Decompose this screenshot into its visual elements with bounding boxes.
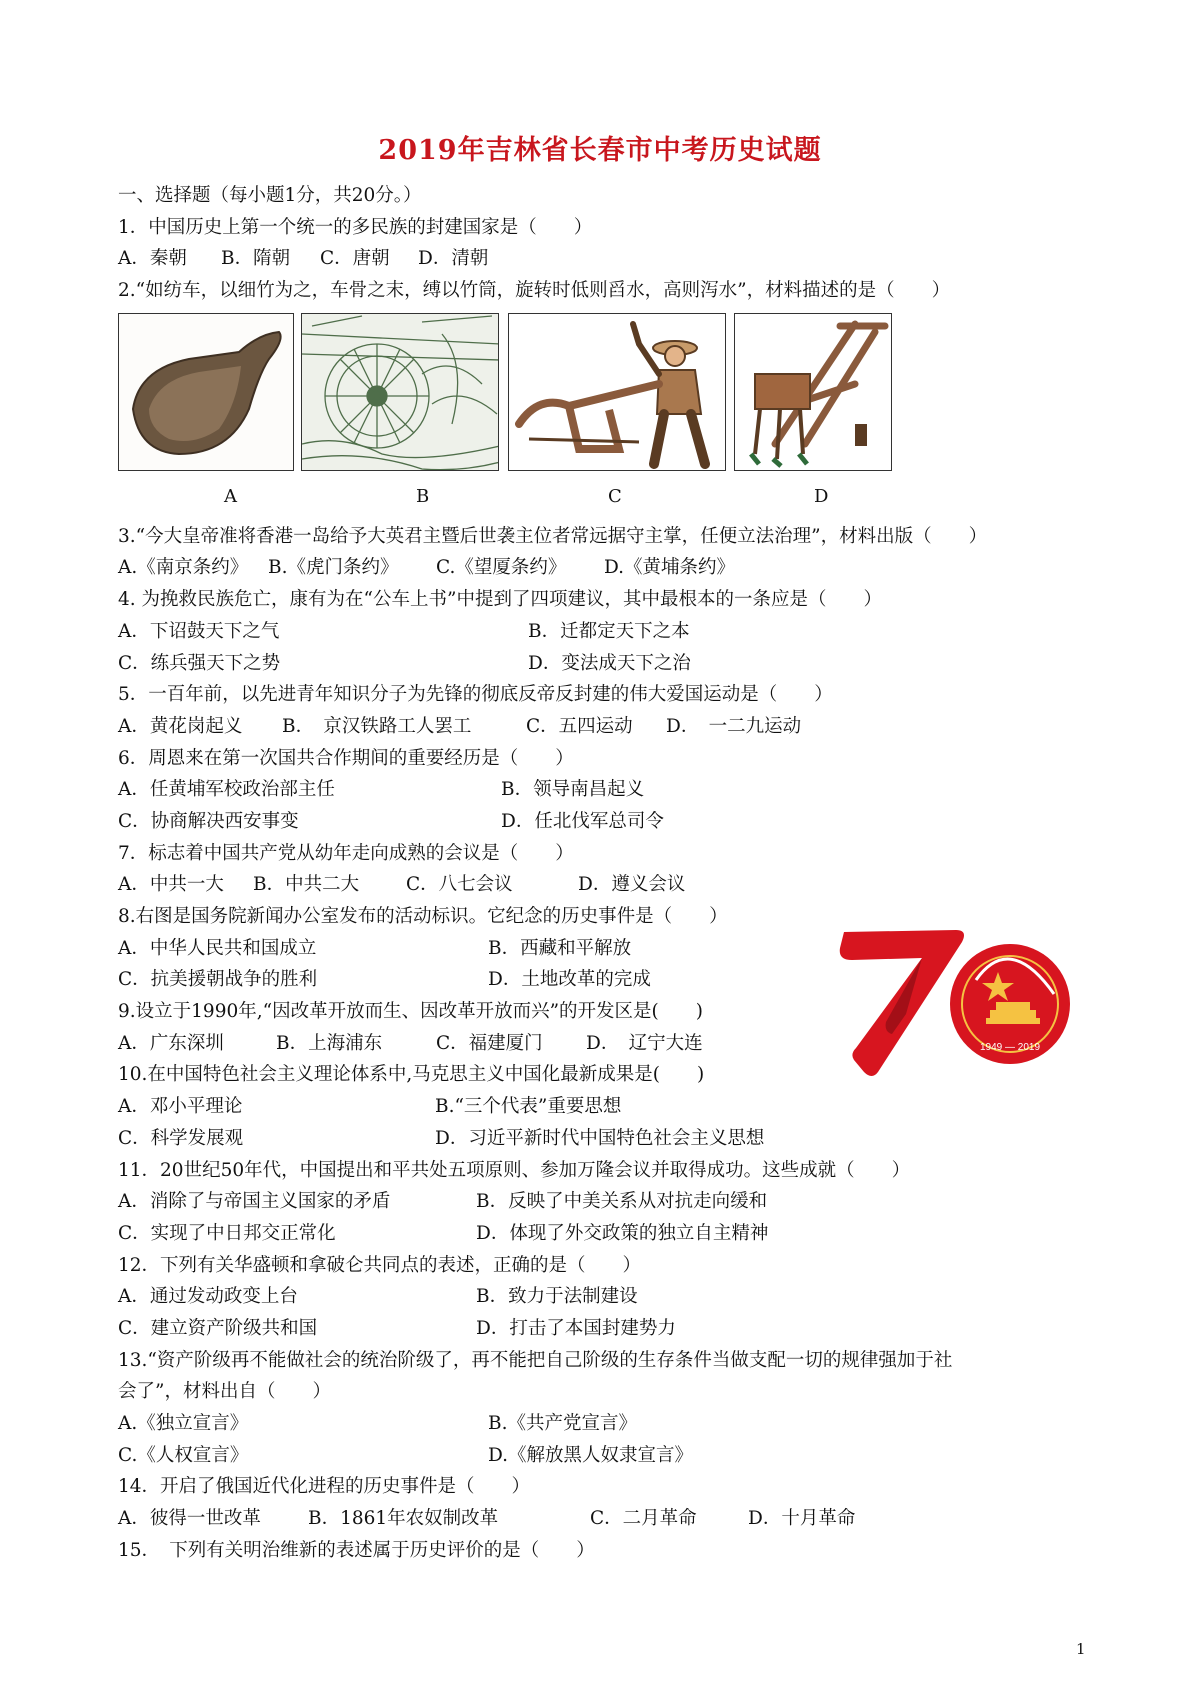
figure-label-b: B — [416, 485, 430, 507]
option-b: B．中共二大 — [253, 874, 360, 896]
option-a: A．黄花岗起义 — [118, 715, 243, 737]
option-b: B．领导南昌起义 — [501, 779, 645, 801]
question-4-options-row2 — [118, 648, 1098, 680]
question-5-options — [118, 711, 1098, 743]
option-b: B． 京汉铁路工人罢工 — [282, 715, 472, 737]
option-b: B．1861年农奴制改革 — [308, 1508, 499, 1530]
option-b: B．反映了中美关系从对抗走向缓和 — [476, 1191, 768, 1213]
option-d: D.《解放黑人奴隶宣言》 — [488, 1444, 694, 1466]
question-9-stem: 9.设立于1990年,“因改革开放而生、因改革开放而兴”的开发区是( ) — [118, 1001, 703, 1023]
scoop-image — [118, 313, 294, 471]
question-10-options-row2 — [118, 1123, 1098, 1155]
page-number: 1 — [1076, 1640, 1086, 1658]
section-heading: 一、选择题（每小题1分，共20分。） — [118, 185, 422, 206]
option-c: C.《望厦条约》 — [436, 557, 567, 579]
question-7-stem: 7．标志着中国共产党从幼年走向成熟的会议是（ ） — [118, 842, 574, 864]
question-4-options-row1 — [118, 616, 1098, 648]
question-13-stem-line2: 会了”，材料出自（ ） — [118, 1381, 331, 1403]
option-b: B．迁都定天下之本 — [528, 620, 690, 642]
option-c: C．建立资产阶级共和国 — [118, 1317, 318, 1339]
question-14-stem: 14．开启了俄国近代化进程的历史事件是（ ） — [118, 1476, 531, 1498]
question-6-options-row1 — [118, 774, 1098, 806]
option-d: D． 一二九运动 — [666, 715, 802, 737]
question-3-stem: 3.“今大皇帝准将香港一岛给予大英君主暨后世袭主位者常远据守主掌，任便立法治理”，材料出版（ ） — [118, 525, 988, 547]
question-4-stem: 4. 为挽救民族危亡，康有为在“公车上书”中提到了四项建议，其中最根本的一条应是（ ） — [118, 589, 882, 611]
option-b: B．上海浦东 — [276, 1032, 383, 1054]
logo-years-text: 1949 — 2019 — [979, 1042, 1041, 1053]
option-a: A．通过发动政变上台 — [118, 1286, 298, 1308]
figure-labels — [118, 481, 1078, 511]
question-11-options-row1 — [118, 1186, 1098, 1218]
question-11-stem: 11．20世纪50年代，中国提出和平共处五项原则、参加万隆会议并取得成功。这些成就（ ） — [118, 1159, 911, 1181]
question-7-options — [118, 869, 1098, 901]
option-c: C．五四运动 — [526, 715, 633, 737]
question-12-options-row2 — [118, 1313, 1098, 1345]
option-b: B．致力于法制建设 — [476, 1286, 638, 1308]
option-a: A．彼得一世改革 — [118, 1508, 261, 1530]
option-b: B.《共产党宣言》 — [488, 1413, 637, 1434]
option-a: A．邓小平理论 — [118, 1096, 243, 1118]
question-10-options-row1 — [118, 1091, 1098, 1123]
question-5-stem: 5．一百年前，以先进青年知识分子为先锋的彻底反帝反封建的伟大爱国运动是（ ） — [118, 684, 833, 706]
question-14-options — [118, 1503, 1098, 1535]
seed-drill-image — [734, 313, 892, 471]
option-c: C．科学发展观 — [118, 1127, 244, 1149]
question-12-stem: 12．下列有关华盛顿和拿破仑共同点的表述，正确的是（ ） — [118, 1254, 642, 1276]
option-c: C．抗美援朝战争的胜利 — [118, 969, 318, 991]
option-a: A．秦朝 — [118, 248, 187, 270]
option-c: C.《人权宣言》 — [118, 1444, 249, 1466]
question-6-options-row2 — [118, 806, 1098, 838]
option-a: A．消除了与帝国主义国家的矛盾 — [118, 1191, 391, 1213]
question-2-stem: 2.“如纺车，以细竹为之，车骨之末，缚以竹筒，旋转时低则舀水，高则泻水”，材料描述的是（ ） — [118, 280, 951, 302]
question-6-stem: 6．周恩来在第一次国共合作期间的重要经历是（ ） — [118, 747, 574, 769]
question-12-options-row1 — [118, 1281, 1098, 1313]
option-b: B.“三个代表”重要思想 — [435, 1096, 622, 1118]
option-d: D．体现了外交政策的独立自主精神 — [476, 1222, 769, 1244]
waterwheel-image — [301, 313, 499, 471]
figure-label-a: A — [224, 485, 237, 507]
option-d: D．十月革命 — [748, 1508, 856, 1530]
question-10-stem: 10.在中国特色社会主义理论体系中,马克思主义中国化最新成果是( ) — [118, 1064, 705, 1086]
option-c: C．协商解决西安事变 — [118, 810, 299, 832]
option-c: C．练兵强天下之势 — [118, 652, 281, 674]
anniversary-70-logo — [826, 922, 1076, 1082]
option-d: D．习近平新时代中国特色社会主义思想 — [435, 1127, 765, 1149]
question-13-options-row2 — [118, 1440, 1098, 1472]
question-15-stem: 15． 下列有关明治维新的表述属于历史评价的是（ ） — [118, 1539, 595, 1561]
figure-label-d: D — [814, 485, 829, 507]
option-c: C．唐朝 — [320, 248, 390, 270]
option-b: B.《虎门条约》 — [268, 557, 399, 579]
question-8-stem: 8.右图是国务院新闻办公室发布的活动标识。它纪念的历史事件是（ ） — [118, 906, 728, 927]
option-c: C．实现了中日邦交正常化 — [118, 1222, 336, 1244]
question-13-options-row1 — [118, 1408, 1098, 1440]
option-d: D.《黄埔条约》 — [604, 557, 736, 579]
option-d: D． 辽宁大连 — [586, 1032, 703, 1054]
option-a: A．下诏鼓天下之气 — [118, 620, 280, 642]
question-1-options — [118, 243, 1098, 275]
question-list — [118, 180, 1098, 1566]
figure-label-c: C — [608, 485, 622, 507]
option-d: D．清朝 — [418, 248, 489, 270]
option-a: A．广东深圳 — [118, 1032, 224, 1054]
option-d: D．遵义会议 — [578, 874, 686, 896]
option-c: C．八七会议 — [406, 874, 513, 896]
option-d: D．土地改革的完成 — [488, 969, 651, 991]
option-d: D．打击了本国封建势力 — [476, 1317, 676, 1339]
question-11-options-row2 — [118, 1218, 1098, 1250]
option-a: A.《独立宣言》 — [118, 1413, 249, 1434]
plowing-farmer-image — [508, 313, 726, 471]
question-13-stem-line1: 13.“资产阶级再不能做社会的统治阶级了，再不能把自己阶级的生存条件当做支配一切的规律强加于社 — [118, 1349, 953, 1371]
option-c: C．福建厦门 — [436, 1032, 543, 1054]
option-a: A．中华人民共和国成立 — [118, 937, 317, 959]
option-a: A．中共一大 — [118, 874, 224, 896]
page-title: 2019年吉林省长春市中考历史试题 — [378, 135, 822, 166]
option-d: D．任北伐军总司令 — [501, 810, 664, 832]
option-b: B．西藏和平解放 — [488, 937, 632, 959]
option-d: D．变法成天下之治 — [528, 652, 691, 674]
question-1-stem: 1．中国历史上第一个统一的多民族的封建国家是（ ） — [118, 216, 593, 238]
option-a: A．任黄埔军校政治部主任 — [118, 779, 335, 801]
question-2-figures — [118, 307, 1098, 521]
option-b: B．隋朝 — [221, 248, 291, 270]
question-3-options — [118, 552, 1098, 584]
option-a: A.《南京条约》 — [118, 557, 249, 579]
option-c: C．二月革命 — [590, 1508, 697, 1530]
